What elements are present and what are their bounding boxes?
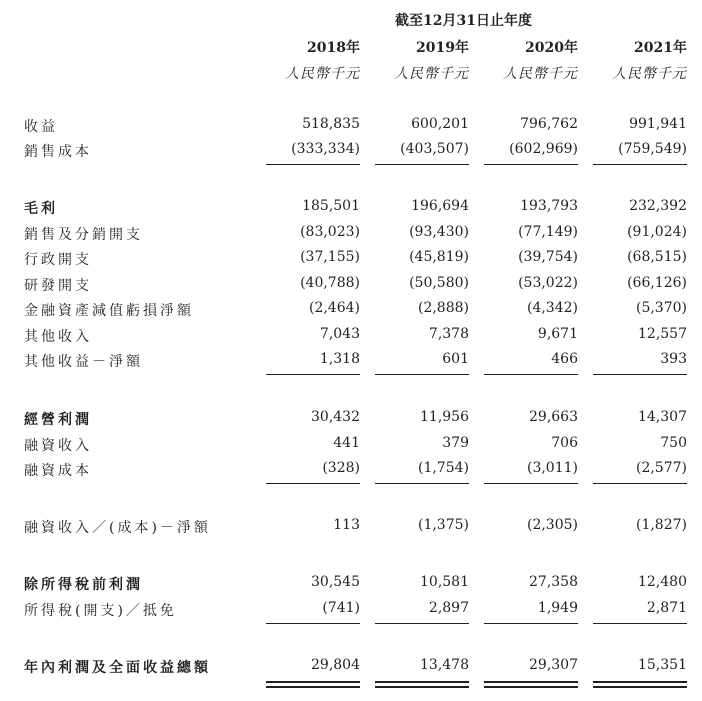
year-header-2019: 2019年 bbox=[416, 40, 469, 56]
table-row bbox=[0, 141, 702, 161]
value-2019: 13,478 bbox=[420, 657, 469, 673]
value-2021: 2,871 bbox=[646, 600, 687, 616]
row-label: 毛利 bbox=[24, 201, 58, 217]
subtotal-rule bbox=[266, 623, 360, 624]
table-row bbox=[0, 409, 702, 429]
value-2020: 466 bbox=[551, 351, 578, 367]
value-2019: 600,201 bbox=[411, 116, 469, 132]
value-2019: 601 bbox=[442, 351, 469, 367]
value-2021: (68,515) bbox=[627, 249, 687, 265]
subtotal-rule bbox=[266, 374, 360, 375]
row-label: 融資收入／(成本)－淨額 bbox=[24, 520, 211, 536]
total-double-rule bbox=[484, 681, 578, 685]
subtotal-rule bbox=[375, 374, 469, 375]
value-2020: 9,671 bbox=[537, 326, 578, 342]
row-label: 金融資產減值虧損淨額 bbox=[24, 303, 194, 319]
row-label: 融資收入 bbox=[24, 438, 92, 454]
subtotal-rule bbox=[266, 483, 360, 484]
value-2020: 29,307 bbox=[529, 657, 578, 673]
subtotal-rule bbox=[593, 164, 687, 165]
value-2018: (741) bbox=[322, 600, 360, 616]
table-row bbox=[0, 116, 702, 136]
value-2021: 232,392 bbox=[629, 198, 687, 214]
total-double-rule bbox=[593, 681, 687, 685]
table-row bbox=[0, 198, 702, 218]
row-label: 銷售成本 bbox=[24, 144, 92, 160]
value-2020: (39,754) bbox=[518, 249, 578, 265]
row-label: 除所得稅前利潤 bbox=[24, 577, 143, 593]
value-2020: (2,305) bbox=[526, 517, 578, 533]
value-2020: (77,149) bbox=[518, 224, 578, 240]
period-title: 截至12月31日止年度 bbox=[395, 13, 532, 29]
value-2020: (602,969) bbox=[509, 141, 578, 157]
value-2021: (91,024) bbox=[627, 224, 687, 240]
value-2019: (93,430) bbox=[409, 224, 469, 240]
row-label: 所得稅(開支)／抵免 bbox=[24, 603, 177, 619]
value-2018: 518,835 bbox=[302, 116, 360, 132]
table-row bbox=[0, 657, 702, 677]
value-2020: (4,342) bbox=[526, 300, 578, 316]
value-2018: (2,464) bbox=[308, 300, 360, 316]
value-2018: 113 bbox=[333, 517, 360, 533]
value-2021: 15,351 bbox=[638, 657, 687, 673]
row-label: 年內利潤及全面收益總額 bbox=[24, 660, 211, 676]
value-2020: 29,663 bbox=[529, 409, 578, 425]
value-2018: 30,545 bbox=[311, 574, 360, 590]
row-label: 銷售及分銷開支 bbox=[24, 227, 143, 243]
value-2021: 12,557 bbox=[638, 326, 687, 342]
value-2018: (333,334) bbox=[291, 141, 360, 157]
total-double-rule bbox=[484, 686, 578, 690]
subtotal-rule bbox=[484, 483, 578, 484]
value-2021: 991,941 bbox=[629, 116, 687, 132]
value-2020: 1,949 bbox=[537, 600, 578, 616]
value-2019: (45,819) bbox=[409, 249, 469, 265]
subtotal-rule bbox=[266, 164, 360, 165]
value-2019: 7,378 bbox=[428, 326, 469, 342]
table-row bbox=[0, 300, 702, 320]
year-header-2020: 2020年 bbox=[525, 40, 578, 56]
table-row bbox=[0, 517, 702, 537]
row-label: 行政開支 bbox=[24, 252, 92, 268]
value-2019: 379 bbox=[442, 435, 469, 451]
table-row bbox=[0, 275, 702, 295]
table-row bbox=[0, 249, 702, 269]
currency-unit-2019: 人民幣千元 bbox=[394, 66, 469, 82]
value-2020: 706 bbox=[551, 435, 578, 451]
value-2021: 750 bbox=[660, 435, 687, 451]
value-2019: (1,375) bbox=[417, 517, 469, 533]
table-row bbox=[0, 224, 702, 244]
table-row bbox=[0, 574, 702, 594]
total-double-rule bbox=[375, 686, 469, 690]
value-2018: 185,501 bbox=[302, 198, 360, 214]
value-2021: 12,480 bbox=[638, 574, 687, 590]
year-header-2021: 2021年 bbox=[634, 40, 687, 56]
value-2021: (66,126) bbox=[627, 275, 687, 291]
row-label: 其他收益－淨額 bbox=[24, 354, 143, 370]
row-label: 融資成本 bbox=[24, 463, 92, 479]
value-2019: (1,754) bbox=[417, 460, 469, 476]
subtotal-rule bbox=[484, 623, 578, 624]
total-double-rule bbox=[266, 686, 360, 690]
currency-unit-2018: 人民幣千元 bbox=[285, 66, 360, 82]
subtotal-rule bbox=[593, 623, 687, 624]
value-2021: 14,307 bbox=[638, 409, 687, 425]
value-2018: 441 bbox=[333, 435, 360, 451]
total-double-rule bbox=[266, 681, 360, 685]
value-2018: 1,318 bbox=[319, 351, 360, 367]
subtotal-rule bbox=[484, 164, 578, 165]
value-2018: (328) bbox=[322, 460, 360, 476]
currency-unit-2020: 人民幣千元 bbox=[503, 66, 578, 82]
value-2021: (2,577) bbox=[635, 460, 687, 476]
value-2020: (3,011) bbox=[526, 460, 578, 476]
value-2019: 196,694 bbox=[411, 198, 469, 214]
currency-unit-2021: 人民幣千元 bbox=[612, 66, 687, 82]
value-2021: (1,827) bbox=[635, 517, 687, 533]
subtotal-rule bbox=[375, 483, 469, 484]
value-2019: (403,507) bbox=[400, 141, 469, 157]
value-2021: 393 bbox=[660, 351, 687, 367]
value-2018: 7,043 bbox=[319, 326, 360, 342]
subtotal-rule bbox=[375, 623, 469, 624]
row-label: 研發開支 bbox=[24, 278, 92, 294]
value-2018: (83,023) bbox=[300, 224, 360, 240]
total-double-rule bbox=[593, 686, 687, 690]
subtotal-rule bbox=[484, 374, 578, 375]
value-2019: 2,897 bbox=[428, 600, 469, 616]
row-label: 經營利潤 bbox=[24, 412, 92, 428]
value-2018: (37,155) bbox=[300, 249, 360, 265]
value-2020: (53,022) bbox=[518, 275, 578, 291]
value-2020: 27,358 bbox=[529, 574, 578, 590]
row-label: 其他收入 bbox=[24, 329, 92, 345]
value-2019: 11,956 bbox=[420, 409, 469, 425]
table-row bbox=[0, 460, 702, 480]
value-2020: 796,762 bbox=[520, 116, 578, 132]
value-2020: 193,793 bbox=[520, 198, 578, 214]
value-2018: (40,788) bbox=[300, 275, 360, 291]
subtotal-rule bbox=[593, 374, 687, 375]
table-row bbox=[0, 600, 702, 620]
value-2018: 29,804 bbox=[311, 657, 360, 673]
table-row bbox=[0, 435, 702, 455]
subtotal-rule bbox=[375, 164, 469, 165]
value-2019: 10,581 bbox=[420, 574, 469, 590]
value-2021: (5,370) bbox=[635, 300, 687, 316]
table-row bbox=[0, 351, 702, 371]
value-2018: 30,432 bbox=[311, 409, 360, 425]
subtotal-rule bbox=[593, 483, 687, 484]
value-2019: (2,888) bbox=[417, 300, 469, 316]
value-2019: (50,580) bbox=[409, 275, 469, 291]
value-2021: (759,549) bbox=[618, 141, 687, 157]
year-header-2018: 2018年 bbox=[307, 40, 360, 56]
row-label: 收益 bbox=[24, 119, 58, 135]
total-double-rule bbox=[375, 681, 469, 685]
table-row bbox=[0, 326, 702, 346]
